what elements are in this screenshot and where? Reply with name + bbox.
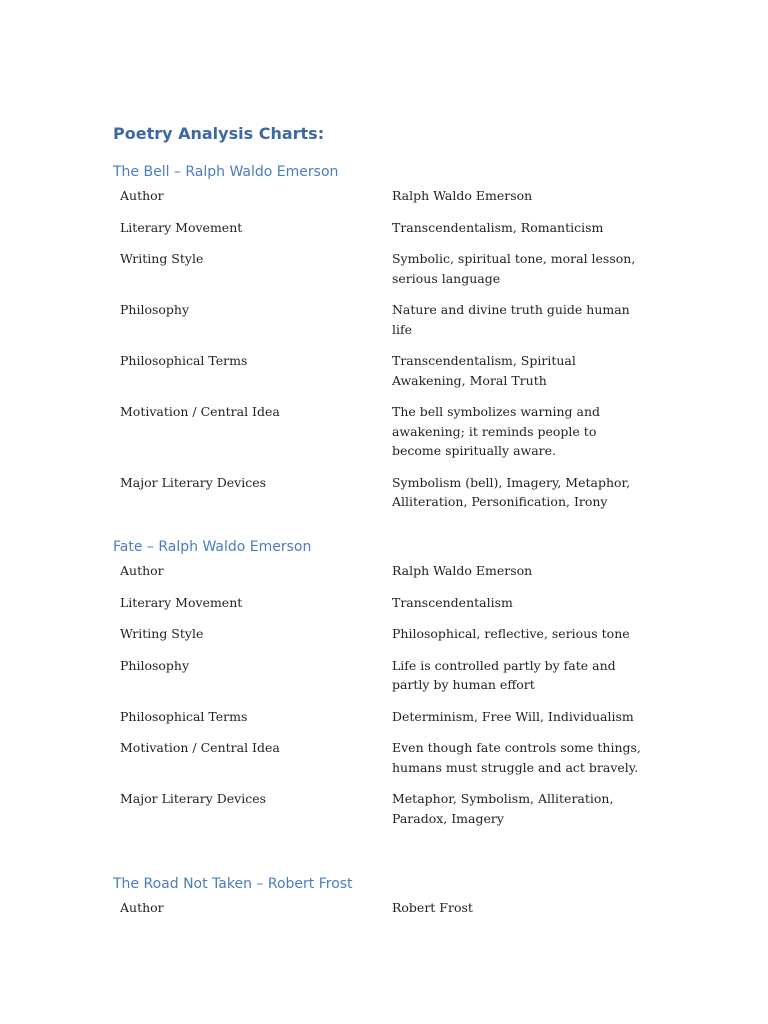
table-row xyxy=(113,624,673,656)
table-row xyxy=(113,351,673,402)
row-value: Metaphor, Symbolism, Alliteration, Paradox, Imagery xyxy=(391,791,614,826)
row-value: Transcendentalism xyxy=(391,594,513,610)
table-row xyxy=(113,738,673,789)
row-value: Ralph Waldo Emerson xyxy=(391,563,533,578)
table-row xyxy=(113,186,673,218)
table-row xyxy=(113,593,673,625)
table-row xyxy=(113,473,673,524)
row-value: Nature and divine truth guide human life xyxy=(391,302,630,337)
table-row xyxy=(113,218,673,250)
row-label: Motivation / Central Idea xyxy=(120,740,280,755)
row-label: Author xyxy=(120,900,164,915)
section-heading: The Road Not Taken – Robert Frost xyxy=(113,876,353,892)
row-value: Transcendentalism, Romanticism xyxy=(391,219,604,235)
row-value: Ralph Waldo Emerson xyxy=(391,188,533,203)
row-label: Literary Movement xyxy=(120,594,243,610)
row-label: Philosophical Terms xyxy=(120,353,248,368)
table-row xyxy=(113,249,673,300)
section-heading: Fate – Ralph Waldo Emerson xyxy=(113,539,312,555)
table-row xyxy=(113,707,673,739)
section-heading: The Bell – Ralph Waldo Emerson xyxy=(113,164,339,180)
row-value: Determinism, Free Will, Individualism xyxy=(391,708,634,724)
row-value: Life is controlled partly by fate and partly by human effort xyxy=(391,657,616,692)
row-value: Even though fate controls some things, humans must struggle and act bravely. xyxy=(391,740,641,775)
row-label: Philosophy xyxy=(120,657,190,673)
analysis-table xyxy=(113,186,673,524)
document-title: Poetry Analysis Charts: xyxy=(113,124,325,143)
row-value: Symbolic, spiritual tone, moral lesson, serious language xyxy=(391,251,636,286)
row-label: Motivation / Central Idea xyxy=(120,404,280,419)
table-row xyxy=(113,300,673,351)
row-value: Philosophical, reflective, serious tone xyxy=(391,626,630,641)
row-value: Transcendentalism, Spiritual Awakening, Moral Truth xyxy=(391,353,576,388)
row-label: Literary Movement xyxy=(120,219,243,235)
analysis-table xyxy=(113,561,673,840)
row-label: Major Literary Devices xyxy=(120,474,267,490)
analysis-table xyxy=(113,898,673,930)
row-label: Writing Style xyxy=(120,251,204,266)
section-the-bell xyxy=(113,163,673,524)
row-label: Philosophy xyxy=(120,302,190,317)
table-row xyxy=(113,656,673,707)
row-value: The bell symbolizes warning and awakening; it reminds people to become spiritually aware. xyxy=(391,404,601,458)
section-road-not-taken xyxy=(113,875,673,930)
row-label: Author xyxy=(120,188,164,203)
row-value: Robert Frost xyxy=(391,900,473,915)
row-label: Philosophical Terms xyxy=(120,708,248,724)
table-row xyxy=(113,898,673,930)
table-row xyxy=(113,402,673,473)
row-label: Major Literary Devices xyxy=(120,791,267,806)
table-row xyxy=(113,789,673,840)
row-label: Writing Style xyxy=(120,626,204,641)
row-value: Symbolism (bell), Imagery, Metaphor, Alliteration, Personification, Irony xyxy=(391,474,631,509)
row-label: Author xyxy=(120,563,164,578)
section-fate xyxy=(113,538,673,840)
table-row xyxy=(113,561,673,593)
